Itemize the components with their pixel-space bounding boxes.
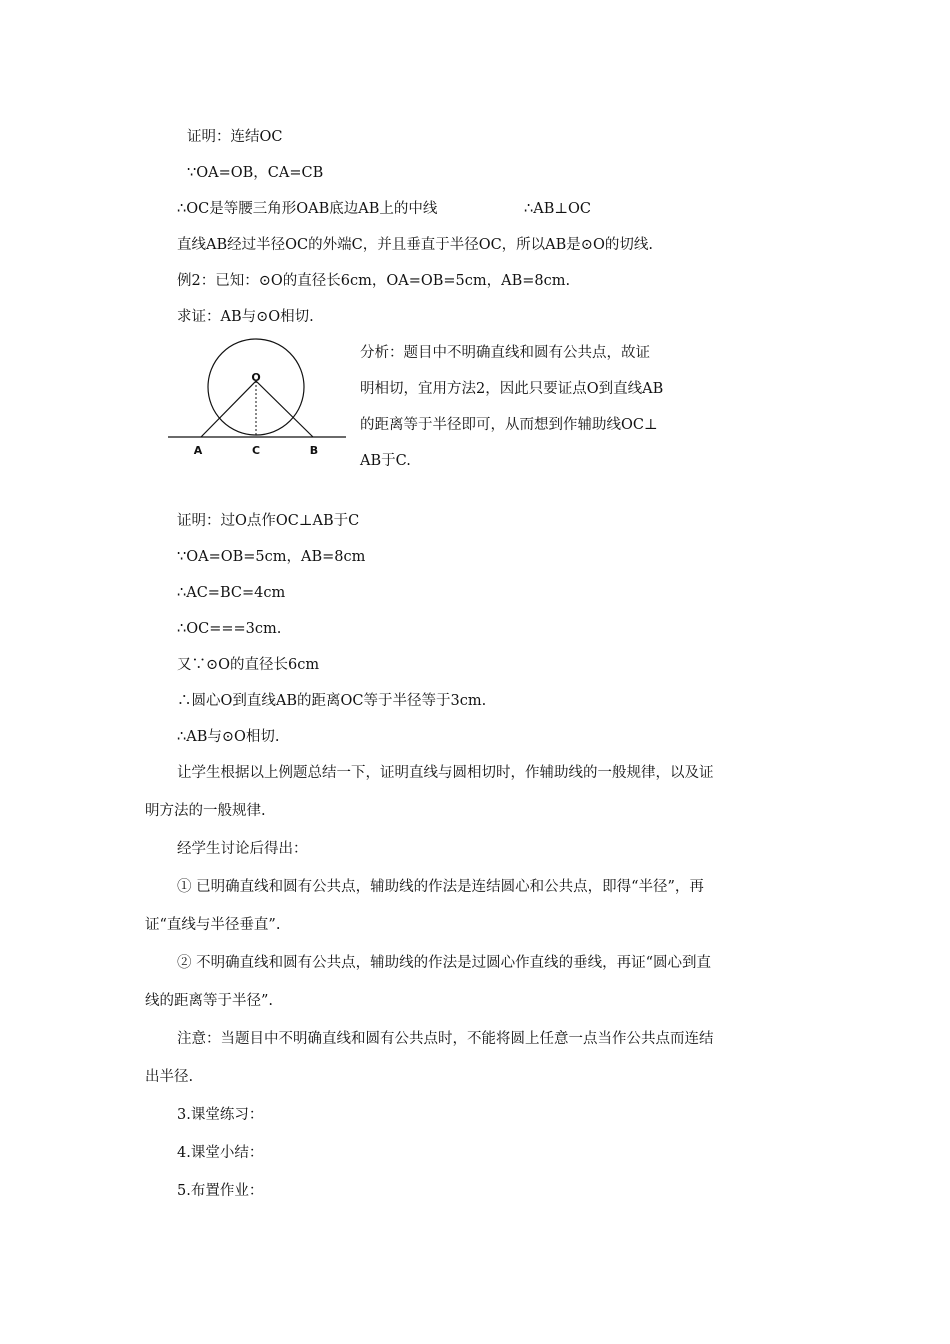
circle-tangent-diagram xyxy=(168,338,346,463)
summary-para1-a: 让学生根据以上例题总结一下，证明直线与圆相切时，作辅助线的一般规律，以及证 xyxy=(177,765,714,781)
proof1-line1: 证明：连结OC xyxy=(187,129,283,145)
rule2-b: 线的距离等于半径”. xyxy=(145,993,274,1009)
rule2-a: ② 不明确直线和圆有公共点，辅助线的作法是过圆心作直线的垂线，再证“圆心到直 xyxy=(177,955,712,971)
summary-para1-b: 明方法的一般规律. xyxy=(145,803,266,819)
analysis-line3: 的距离等于半径即可，从而想到作辅助线OC⊥ xyxy=(360,417,658,433)
label-a: A xyxy=(193,444,203,457)
section-practice: 3.课堂练习： xyxy=(177,1107,264,1123)
section-homework: 5.布置作业： xyxy=(177,1183,264,1199)
proof2-line7: ∴AB与⊙O相切. xyxy=(177,729,280,745)
rule1-b: 证“直线与半径垂直”. xyxy=(145,917,281,933)
proof1-line2: ∵OA=OB，CA=CB xyxy=(187,165,324,181)
proof2-line1: 证明：过O点作OC⊥AB于C xyxy=(177,513,360,529)
label-c: C xyxy=(251,444,261,457)
section-summary: 4.课堂小结： xyxy=(177,1145,264,1161)
proof2-line4: ∴OC===3cm. xyxy=(177,621,282,637)
note-a: 注意：当题目中不明确直线和圆有公共点时，不能将圆上任意一点当作公共点而连结 xyxy=(177,1031,714,1047)
example2-given: 例2：已知：⊙O的直径长6cm，OA=OB=5cm，AB=8cm. xyxy=(177,273,571,289)
proof1-line3a: ∴OC是等腰三角形OAB底边AB上的中线 xyxy=(177,201,438,217)
label-b: B xyxy=(309,444,319,457)
proof2-line2: ∵OA=OB=5cm，AB=8cm xyxy=(177,549,366,565)
analysis-line2: 明相切，宜用方法2，因此只要证点O到直线AB xyxy=(360,381,664,397)
example2-prove: 求证：AB与⊙O相切. xyxy=(177,309,314,325)
proof2-line3: ∴AC=BC=4cm xyxy=(177,585,286,601)
segment-oa xyxy=(201,381,256,437)
proof2-line5: 又∵⊙O的直径长6cm xyxy=(177,657,320,673)
summary-para2: 经学生讨论后得出： xyxy=(177,841,308,857)
label-o: O xyxy=(251,371,261,384)
proof1-conclusion: 直线AB经过半径OC的外端C，并且垂直于半径OC，所以AB是⊙O的切线. xyxy=(177,237,653,253)
note-b: 出半径. xyxy=(145,1069,194,1085)
proof2-line6: ∴圆心O到直线AB的距离OC等于半径等于3cm. xyxy=(177,693,487,709)
analysis-line1: 分析：题目中不明确直线和圆有公共点，故证 xyxy=(360,345,650,361)
analysis-line4: AB于C. xyxy=(360,453,411,469)
rule1-a: ① 已明确直线和圆有公共点，辅助线的作法是连结圆心和公共点，即得“半径”，再 xyxy=(177,879,704,895)
proof1-line3b: ∴AB⊥OC xyxy=(524,201,591,217)
